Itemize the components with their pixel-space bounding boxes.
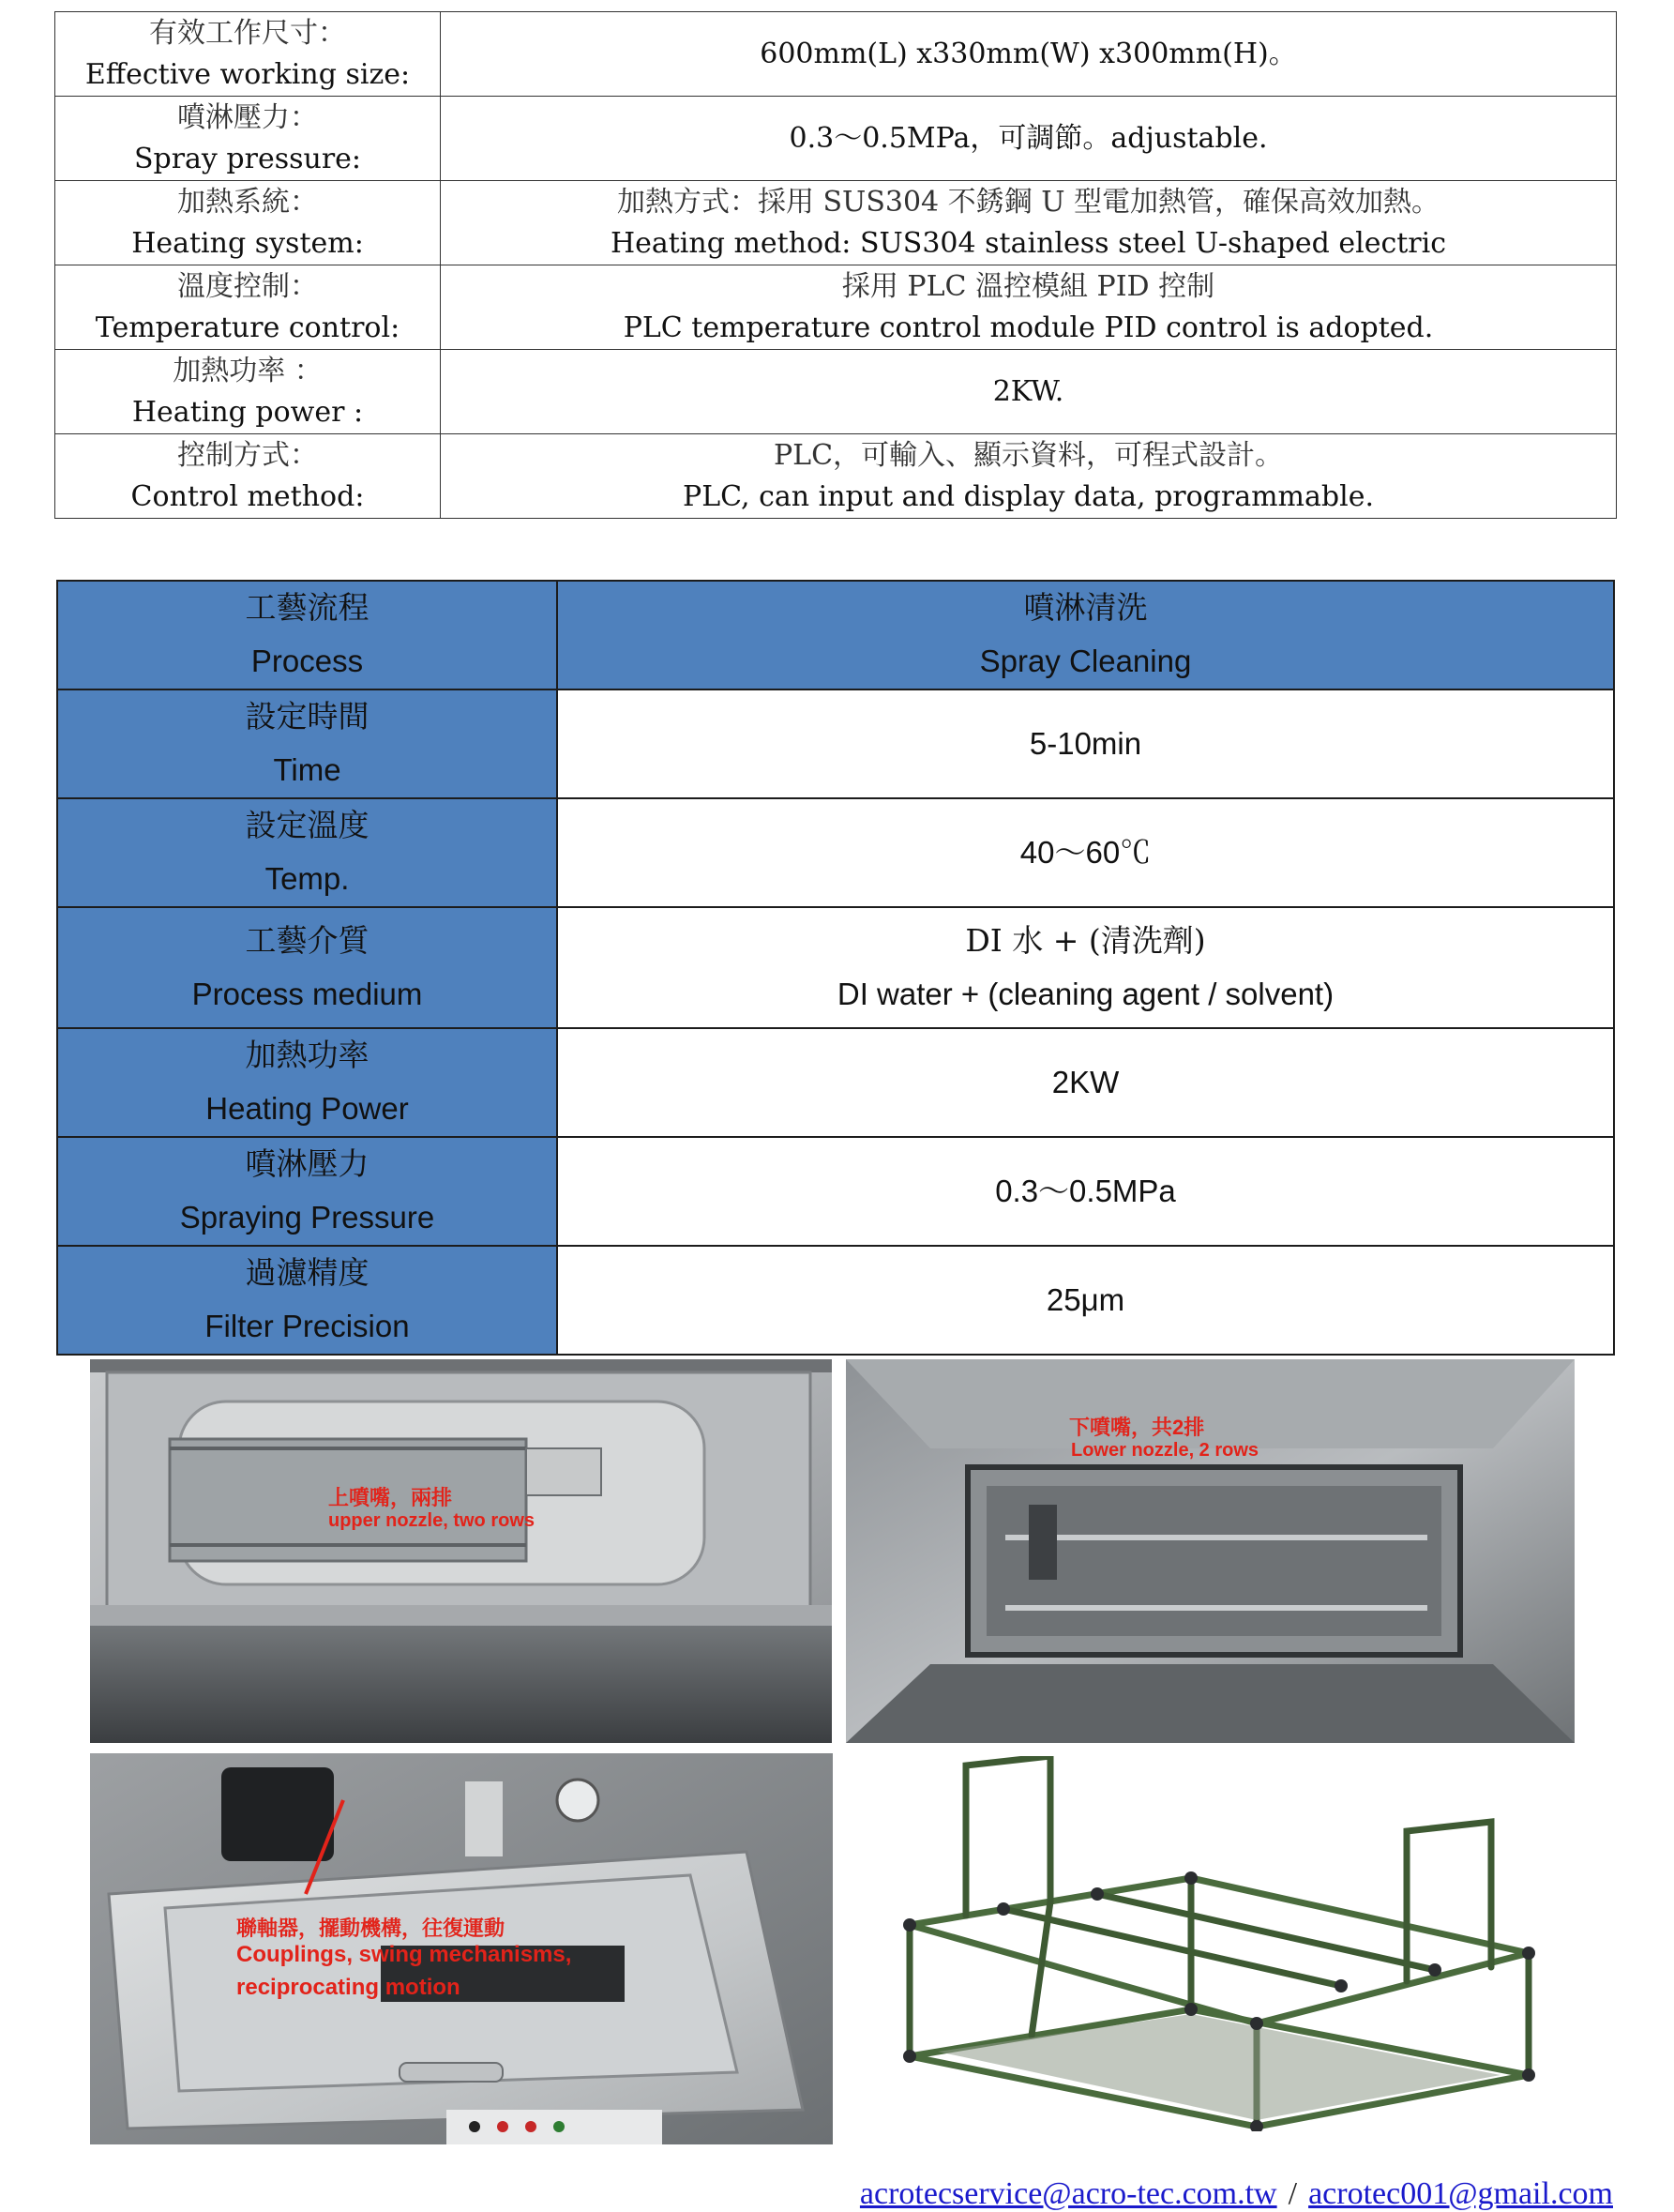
process-label xyxy=(57,907,557,1028)
process-label xyxy=(57,1028,557,1137)
process-value: 0.3～0.5MPa xyxy=(557,1137,1614,1246)
process-value: 2KW xyxy=(557,1028,1614,1137)
spec-label xyxy=(55,350,441,434)
process-label xyxy=(57,1246,557,1355)
spec-label-zh: 加熱功率 ： xyxy=(173,354,323,387)
spec-label-zh: 加熱系統： xyxy=(177,185,318,219)
process-value-zh: DI 水 + (清洗劑) xyxy=(965,921,1206,959)
process-label-en: Spraying Pressure xyxy=(179,1200,435,1235)
email-link-service[interactable]: acrotecservice@acro-tec.com.tw xyxy=(859,2176,1277,2211)
spec-label-en: Effective working size: xyxy=(84,57,411,91)
process-label-en: Time xyxy=(273,752,341,787)
process-label-zh: 噴淋壓力 xyxy=(245,1145,369,1182)
spec-label xyxy=(55,265,441,350)
spec-label-zh: 溫度控制： xyxy=(177,269,318,303)
process-label-zh: 工藝介質 xyxy=(245,921,369,959)
process-label-en: Process xyxy=(250,644,364,678)
spec-label xyxy=(55,97,441,181)
lower-nozzle-caption-en: Lower nozzle, 2 rows xyxy=(1071,1440,1259,1461)
process-label xyxy=(57,581,557,689)
spec-label-zh: 噴淋壓力： xyxy=(177,100,318,134)
spec-label xyxy=(55,181,441,265)
spec-value: 600mm(L) x330mm(W) x300mm(H)。 xyxy=(441,12,1617,97)
spec-table xyxy=(54,11,1617,519)
spec-value-en: PLC, can input and display data, programmable. xyxy=(683,479,1374,513)
process-header-row xyxy=(57,581,1614,689)
spec-label-en: Temperature control: xyxy=(95,311,400,344)
spec-value-en: Heating method: SUS304 stainless steel U-shaped electric xyxy=(610,226,1447,260)
process-value xyxy=(557,581,1614,689)
spec-value xyxy=(441,181,1617,265)
process-label xyxy=(57,798,557,907)
process-row-temp xyxy=(57,798,1614,907)
upper-nozzle-caption-en: upper nozzle, two rows xyxy=(328,1510,535,1531)
email-link-gmail[interactable]: acrotec001@gmail.com xyxy=(1308,2176,1613,2211)
process-label xyxy=(57,689,557,798)
process-value: 5-10min xyxy=(557,689,1614,798)
spec-value-zh: 加熱方式：採用 SUS304 不銹鋼 U 型電加熱管，確保高效加熱。 xyxy=(616,185,1440,219)
spec-label-zh: 控制方式： xyxy=(177,438,318,472)
upper-nozzle-caption-zh: 上噴嘴，兩排 xyxy=(328,1486,453,1509)
process-value: 40～60℃ xyxy=(557,798,1614,907)
spec-row-heating-power xyxy=(55,350,1617,434)
process-label-zh: 工藝流程 xyxy=(245,589,369,626)
process-value-en: DI water + (cleaning agent / solvent) xyxy=(837,976,1335,1011)
spec-label-zh: 有效工作尺寸： xyxy=(149,16,346,50)
process-row-spraying-pressure xyxy=(57,1137,1614,1246)
coupling-caption-en-1: Couplings, swing mechanisms, xyxy=(236,1942,572,1967)
footer-separator: / xyxy=(1288,2176,1298,2211)
spec-row-control-method xyxy=(55,434,1617,519)
spec-label xyxy=(55,434,441,519)
spec-label-en: Heating system: xyxy=(131,226,364,260)
spec-label-en: Spray pressure: xyxy=(133,142,362,175)
process-label-zh: 設定溫度 xyxy=(245,807,369,843)
spec-label-en: Heating power : xyxy=(131,395,364,429)
process-row-filter-precision xyxy=(57,1246,1614,1355)
spec-row-spray-pressure xyxy=(55,97,1617,181)
spec-row-heating-system xyxy=(55,181,1617,265)
process-label-en: Filter Precision xyxy=(204,1309,410,1343)
lower-nozzle-caption-zh: 下噴嘴，共2排 xyxy=(1069,1416,1205,1439)
lower-nozzle-photo xyxy=(846,1359,1575,1743)
spec-value xyxy=(441,265,1617,350)
process-row-time xyxy=(57,689,1614,798)
upper-nozzle-photo xyxy=(90,1359,832,1743)
process-label-zh: 設定時間 xyxy=(245,698,369,735)
process-label-zh: 過濾精度 xyxy=(245,1254,369,1291)
spec-value: 0.3～0.5MPa，可調節。adjustable. xyxy=(441,97,1617,181)
coupling-caption-en-2: reciprocating motion xyxy=(236,1975,460,2000)
process-label-en: Process medium xyxy=(191,976,423,1011)
coupling-caption-zh: 聯軸器，擺動機構，往復運動 xyxy=(236,1917,505,1940)
basket-rendering xyxy=(882,1756,1557,2131)
process-value: 25μm xyxy=(557,1246,1614,1355)
process-value-zh: 噴淋清洗 xyxy=(1023,589,1148,626)
spec-value-zh: PLC，可輸入、顯示資料，可程式設計。 xyxy=(773,438,1284,472)
process-row-medium xyxy=(57,907,1614,1028)
process-label-en: Heating Power xyxy=(205,1091,409,1126)
process-row-heating-power xyxy=(57,1028,1614,1137)
process-label xyxy=(57,1137,557,1246)
spec-label-en: Control method: xyxy=(130,479,365,513)
process-table xyxy=(56,580,1615,1356)
spec-row-working-size xyxy=(55,12,1617,97)
spec-row-temperature-control xyxy=(55,265,1617,350)
spec-label xyxy=(55,12,441,97)
footer-contact xyxy=(788,2176,1613,2212)
process-value-en: Spray Cleaning xyxy=(979,644,1192,678)
process-label-zh: 加熱功率 xyxy=(245,1037,369,1073)
spec-value-en: PLC temperature control module PID control is adopted. xyxy=(623,311,1434,344)
spec-value xyxy=(441,434,1617,519)
process-value xyxy=(557,907,1614,1028)
spec-value: 2KW. xyxy=(441,350,1617,434)
spec-value-zh: 採用 PLC 溫控模組 PID 控制 xyxy=(841,269,1215,303)
process-label-en: Temp. xyxy=(264,861,350,896)
